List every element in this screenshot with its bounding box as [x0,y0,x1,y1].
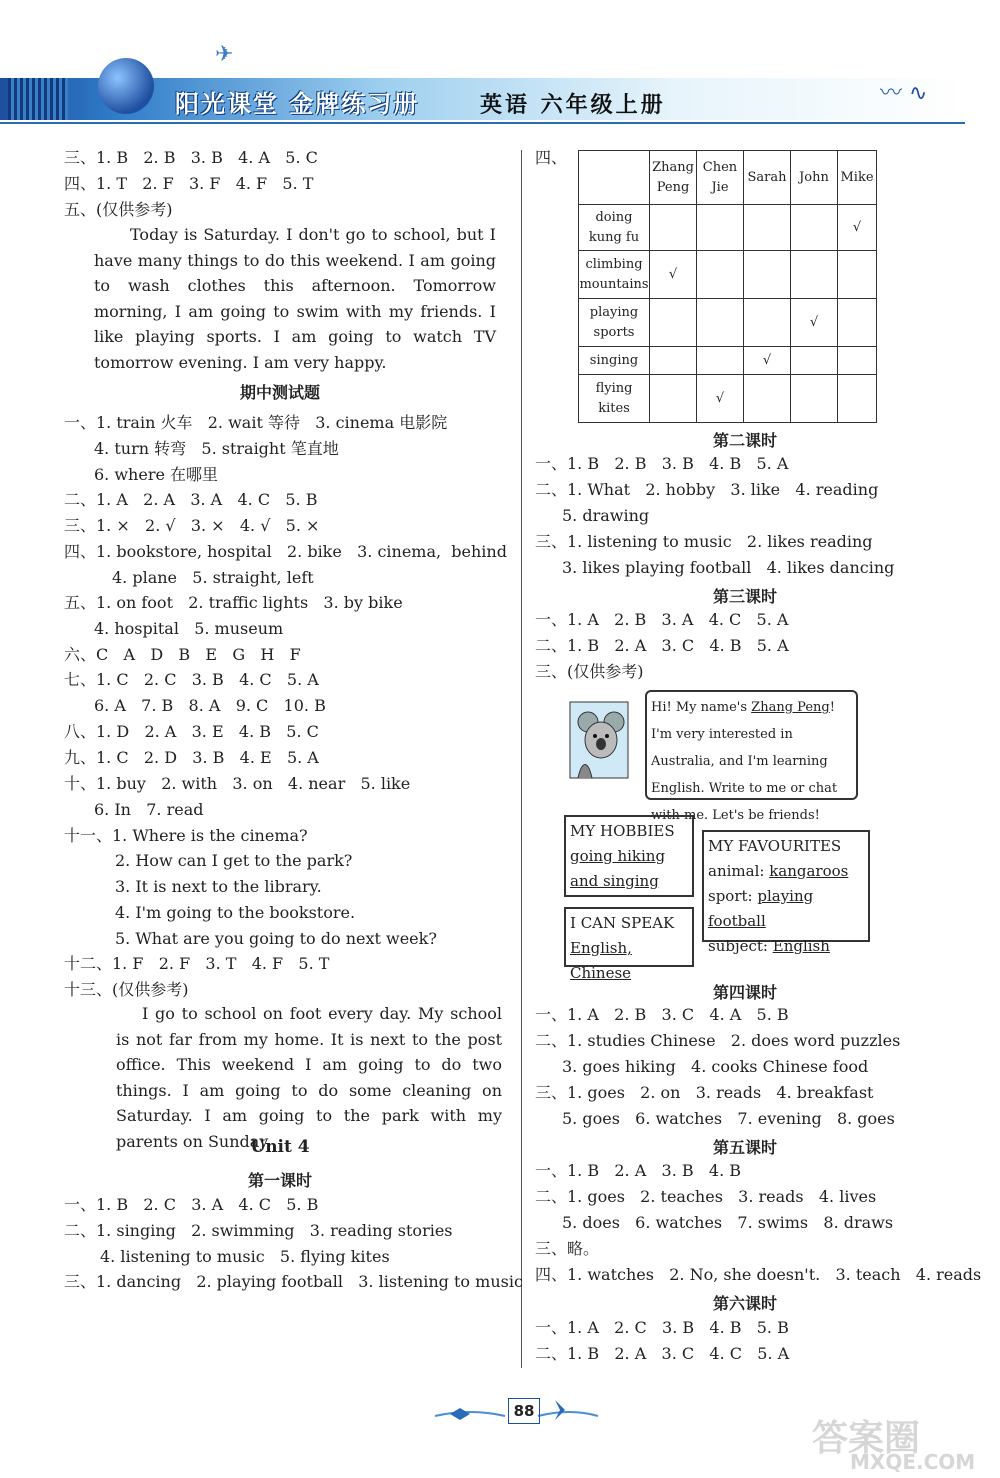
table-cell [744,205,791,251]
answer-line: 一、1. B 2. B 3. B 4. B 5. A [535,454,789,473]
answer-line: 5. does 6. watches 7. swims 8. draws [562,1213,894,1232]
question-label: 四、 [535,148,568,167]
table-cell [744,299,791,347]
table-cell: √ [650,251,697,299]
answer-line: 十三、(仅供参考) [64,980,189,999]
lesson-title: 第三课时 [712,587,777,606]
answer-line: 6. A 7. B 8. A 9. C 10. B [94,696,326,715]
answer-line: 四、1. watches 2. No, she doesn't. 3. teach 4. reads [535,1265,982,1284]
answer-line: 三、1. B 2. B 3. B 4. A 5. C [64,148,318,167]
answer-line: 一、1. A 2. B 3. A 4. C 5. A [535,610,789,629]
bubble-text: Hi! My name's [651,700,752,715]
favourites-box [702,830,870,955]
table-cell [791,347,838,375]
answer-line: 5. drawing [562,506,650,525]
answer-line: 一、1. B 2. A 3. B 4. B [535,1161,742,1180]
watermark-url: MXQE.COM [850,1450,976,1474]
table-cell [697,299,744,347]
table-cell [744,375,791,423]
favourite-sport: playing football [708,887,814,930]
page-number: 88 [508,1398,540,1424]
favourite-animal: kangaroos [769,862,849,880]
answer-line: 一、1. B 2. C 3. A 4. C 5. B [64,1195,319,1214]
table-header: Zhang Peng [650,151,697,205]
answer-line: 七、1. C 2. C 3. B 4. C 5. A [64,670,319,689]
answer-line: 4. plane 5. straight, left [112,568,314,587]
answer-line: 十、1. buy 2. with 3. on 4. near 5. like [64,774,411,793]
box-title: MY FAVOURITES [708,837,842,855]
table-corner [579,151,650,205]
answer-line: 三、1. × 2. √ 3. × 4. √ 5. × [64,516,320,535]
lesson-title: 第四课时 [712,983,777,1002]
lesson-title: 第六课时 [712,1294,777,1313]
answer-line: 二、1. singing 2. swimming 3. reading stories [64,1221,453,1240]
table-cell: √ [791,299,838,347]
answer-line: 二、1. B 2. A 3. C 4. B 5. A [535,636,789,655]
box-title: MY HOBBIES [570,822,675,840]
table-cell [650,205,697,251]
answer-line: 4. I'm going to the bookstore. [115,903,356,922]
birds-icon: 〰 ∿ [880,81,928,106]
answer-line: 一、1. A 2. B 3. C 4. A 5. B [535,1005,789,1024]
box-content: English, Chinese [570,939,632,982]
table-cell [838,251,877,299]
answer-line: 十一、1. Where is the cinema? [64,826,308,845]
lesson-title: 第二课时 [712,431,777,450]
essay-paragraph: I go to school on foot every day. My school is not far from my home. It is next to the post office. This weekend I am going to do two things. I am going to do some cleaning on Saturday. I am going to the park with my parents on Sunday. [116,1004,502,1151]
table-header: Chen Jie [697,151,744,205]
table-cell [697,347,744,375]
watermark: 答案圈 [812,1418,921,1459]
answer-line: 二、1. studies Chinese 2. does word puzzles [535,1031,901,1050]
table-cell [791,375,838,423]
box-title: I CAN SPEAK [570,914,675,932]
table-row-label: climbing mountains [579,251,650,299]
bubble-name: Zhang Peng [751,700,830,715]
answer-line: 5. What are you going to do next week? [115,929,437,948]
table-cell [650,347,697,375]
answer-line: 五、1. on foot 2. traffic lights 3. by bike [64,593,403,612]
answer-line: 四、1. bookstore, hospital 2. bike 3. cinema, behind [64,542,507,561]
answer-line: 二、1. What 2. hobby 3. like 4. reading [535,480,879,499]
answer-line: 4. hospital 5. museum [94,619,284,638]
paper-plane-icon: ✈ [215,42,234,67]
answer-line: 二、1. A 2. A 3. A 4. C 5. B [64,490,318,509]
answer-line: 三、1. listening to music 2. likes reading [535,532,873,551]
answer-line: 八、1. D 2. A 3. E 4. B 5. C [64,722,319,741]
answer-line: 3. It is next to the library. [115,877,322,896]
answer-line: 五、(仅供参考) [64,200,173,219]
table-cell: √ [838,205,877,251]
table-cell: √ [697,375,744,423]
koala-icon [568,700,630,780]
book-subject: 英语 六年级上册 [480,93,666,118]
page-header [0,42,965,128]
speak-box [564,907,694,982]
answer-line: 十二、1. F 2. F 3. T 4. F 5. T [64,954,330,973]
lesson-title: 第五课时 [712,1138,777,1157]
favourite-label: subject: [708,937,773,955]
essay-paragraph: Today is Saturday. I don't go to school, but I have many things to do this weekend. I am going to wash clothes this afternoon. Tomorrow morning, I am going to swim with my friends. I like playing sports. I am going to watch TV tomorrow evening. I am very happy. [94,225,496,372]
table-row-label: singing [579,347,650,375]
table-cell [697,251,744,299]
box-content: going hiking and singing [570,847,666,890]
bubble-text: ! I'm very interested in Australia, and I'm learning English. Write to me or chat with me. Let's be friends! [651,700,838,823]
answer-line: 三、略。 [535,1239,600,1258]
answer-line: 5. goes 6. watches 7. evening 8. goes [562,1109,895,1128]
table-cell [650,375,697,423]
book-brand: 阳光课堂 金牌练习册 [175,90,420,118]
hobby-survey-table [578,150,877,423]
column-divider [521,150,522,1368]
table-cell [791,205,838,251]
answer-line: 一、1. train 火车 2. wait 等待 3. cinema 电影院 [64,413,448,432]
header-underline [0,122,965,124]
answer-line: 三、(仅供参考) [535,662,644,681]
section-title: 期中测试题 [239,383,320,402]
unit-title: Unit 4 [250,1137,310,1157]
globe-icon [98,58,154,114]
table-header: John [791,151,838,205]
table-cell [838,299,877,347]
table-header: Sarah [744,151,791,205]
hobbies-box [564,815,694,897]
answer-line: 4. listening to music 5. flying kites [100,1247,390,1266]
answer-line: 6. In 7. read [94,800,204,819]
favourite-label: animal: [708,862,770,880]
answer-line: 6. where 在哪里 [94,465,219,484]
answer-line: 三、1. dancing 2. playing football 3. listening to music [64,1272,523,1291]
table-cell [791,251,838,299]
answer-line: 3. goes hiking 4. cooks Chinese food [562,1057,869,1076]
answer-line: 四、1. T 2. F 3. F 4. F 5. T [64,174,314,193]
speech-bubble [645,690,858,823]
table-cell [650,299,697,347]
table-cell [697,205,744,251]
lesson-title: 第一课时 [247,1171,312,1190]
answer-line: 二、1. goes 2. teaches 3. reads 4. lives [535,1187,877,1206]
answer-line: 六、C A D B E G H F [64,645,301,664]
answer-line: 3. likes playing football 4. likes dancing [562,558,895,577]
table-header: Mike [838,151,877,205]
answer-line: 二、1. B 2. A 3. C 4. C 5. A [535,1344,790,1363]
answer-line: 4. turn 转弯 5. straight 笔直地 [94,439,339,458]
header-stripes [8,78,68,120]
favourite-subject: English [772,937,830,955]
answer-line: 三、1. goes 2. on 3. reads 4. breakfast [535,1083,874,1102]
table-cell: √ [744,347,791,375]
table-cell [838,375,877,423]
answer-line: 2. How can I get to the park? [115,851,353,870]
table-cell [744,251,791,299]
favourite-label: sport: [708,887,758,905]
table-row-label: flying kites [579,375,650,423]
table-row-label: playing sports [579,299,650,347]
table-row-label: doing kung fu [579,205,650,251]
answer-line: 一、1. A 2. C 3. B 4. B 5. B [535,1318,789,1337]
answer-line: 九、1. C 2. D 3. B 4. E 5. A [64,748,319,767]
table-cell [838,347,877,375]
